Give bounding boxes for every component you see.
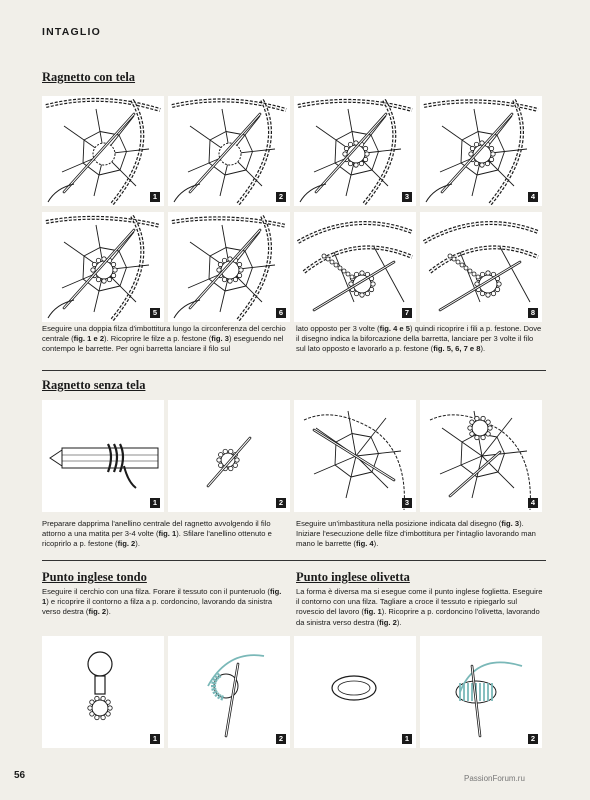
illustration-fig-1 bbox=[42, 400, 164, 512]
section-label: INTAGLIO bbox=[42, 26, 101, 38]
divider bbox=[42, 560, 546, 561]
heading-punto-inglese-olivetta: Punto inglese olivetta bbox=[296, 570, 410, 584]
illustration-svg bbox=[294, 400, 416, 512]
illustration-fig-6 bbox=[168, 212, 290, 322]
illustration-fig-1 bbox=[42, 636, 164, 748]
watermark: PassionForum.ru bbox=[464, 774, 525, 783]
figure-number-badge: 1 bbox=[150, 192, 160, 202]
heading-ragnetto-senza-tela: Ragnetto senza tela bbox=[42, 378, 146, 392]
illustration-fig-8 bbox=[420, 212, 542, 322]
figure-number-badge: 2 bbox=[276, 192, 286, 202]
illustration-fig-1 bbox=[294, 636, 416, 748]
illustration-svg bbox=[168, 212, 290, 322]
divider bbox=[42, 370, 546, 371]
illustration-svg bbox=[294, 96, 416, 206]
figure-number-badge: 4 bbox=[528, 192, 538, 202]
illustration-svg bbox=[420, 212, 542, 322]
text-punto-inglese-tondo: Eseguire il cerchio con una filza. Forare il tessuto con il punteruolo (fig. 1) e ricoprire il contorno a filza a p. cordoncino, lavorando da sinistra verso destra (fig. 2). bbox=[42, 587, 282, 617]
figure-number-badge: 5 bbox=[150, 308, 160, 318]
text-ragnetto-con-tela-right: lato opposto per 3 volte (fig. 4 e 5) quindi ricoprire i fili a p. festone. Dove il disegno indica la biforcazione della barretta, lanciare per 3 volte il filo sul lato opposto e lavorarlo a p. festone (fig. 5, 6, 7 e 8). bbox=[296, 324, 542, 354]
illustration-svg bbox=[168, 96, 290, 206]
figure-number-badge: 2 bbox=[276, 498, 286, 508]
figure-number-badge: 3 bbox=[402, 498, 412, 508]
illustration-svg bbox=[420, 400, 542, 512]
heading-punto-inglese-tondo: Punto inglese tondo bbox=[42, 570, 147, 584]
figure-number-badge: 6 bbox=[276, 308, 286, 318]
illustration-fig-2 bbox=[168, 96, 290, 206]
illustration-fig-2 bbox=[168, 400, 290, 512]
heading-ragnetto-con-tela: Ragnetto con tela bbox=[42, 70, 136, 84]
illustration-fig-3 bbox=[294, 400, 416, 512]
illustration-svg bbox=[420, 636, 542, 748]
text-punto-inglese-olivetta: La forma è diversa ma si esegue come il punto inglese foglietta. Eseguire il contorno con una filza. Tagliare a croce il tessuto e ripiegarlo sul rovescio del lavoro (fig. 1). Ricoprire a p. cordoncino l'olivetta, lavorando da sinistra verso destra (fig. 2). bbox=[296, 587, 543, 627]
figure-number-badge: 4 bbox=[528, 498, 538, 508]
figure-number-badge: 1 bbox=[150, 498, 160, 508]
illustration-fig-5 bbox=[42, 212, 164, 322]
figure-number-badge: 3 bbox=[402, 192, 412, 202]
illustration-svg bbox=[294, 212, 416, 322]
illustration-fig-7 bbox=[294, 212, 416, 322]
illustration-svg bbox=[42, 96, 164, 206]
illustration-svg bbox=[168, 400, 290, 512]
illustration-svg bbox=[168, 636, 290, 748]
figure-number-badge: 2 bbox=[276, 734, 286, 744]
page-number: 56 bbox=[14, 770, 26, 781]
illustration-fig-1 bbox=[42, 96, 164, 206]
illustration-fig-3 bbox=[294, 96, 416, 206]
text-ragnetto-senza-tela-left: Preparare dapprima l'anellino centrale del ragnetto avvolgendo il filo attorno a una matita per 3-4 volte (fig. 1). Sfilare l'anellino ottenuto e ricoprirlo a p. festone (fig. 2). bbox=[42, 519, 272, 549]
illustration-svg bbox=[42, 212, 164, 322]
figure-number-badge: 2 bbox=[528, 734, 538, 744]
illustration-svg bbox=[420, 96, 542, 206]
illustration-svg bbox=[294, 636, 416, 748]
illustration-fig-2 bbox=[420, 636, 542, 748]
text-ragnetto-con-tela-left: Eseguire una doppia filza d'imbottitura lungo la circonferenza del cerchio centrale (fig. 1 e 2). Ricoprire le filze a p. festone (fig. 3) eseguendo nel contempo le barrette. Per ogni barretta lanciare il filo sul bbox=[42, 324, 286, 354]
figure-number-badge: 7 bbox=[402, 308, 412, 318]
figure-number-badge: 1 bbox=[150, 734, 160, 744]
illustration-fig-2 bbox=[168, 636, 290, 748]
illustration-fig-4 bbox=[420, 96, 542, 206]
illustration-svg bbox=[42, 636, 164, 748]
figure-number-badge: 1 bbox=[402, 734, 412, 744]
illustration-fig-4 bbox=[420, 400, 542, 512]
figure-number-badge: 8 bbox=[528, 308, 538, 318]
illustration-svg bbox=[42, 400, 164, 512]
text-ragnetto-senza-tela-right: Eseguire un'imbastitura nella posizione indicata dal disegno (fig. 3). Iniziare l'esecuzione delle filze d'imbottitura per l'intaglio lavorando man mano le barrette (fig. 4). bbox=[296, 519, 536, 549]
